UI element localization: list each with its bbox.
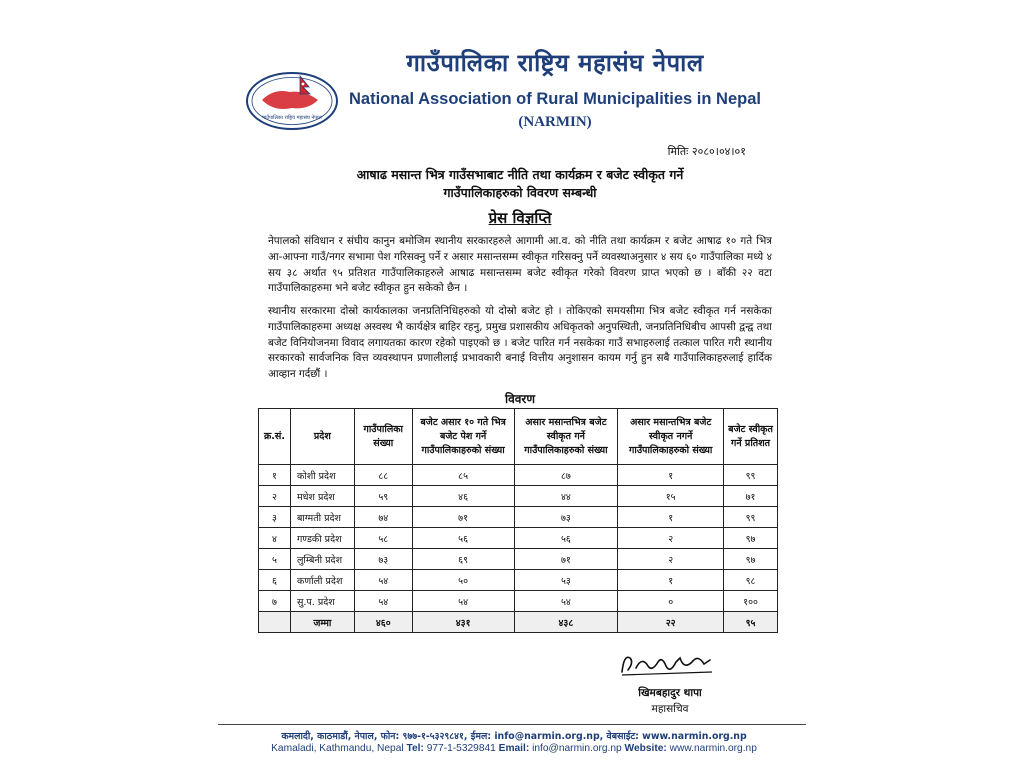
footer-english [220,743,808,754]
footer-tel-value: 977-1-5329841 [426,743,496,754]
budget-table [258,408,778,633]
cell-municipality-count: ५८ [354,528,412,549]
footer-website-link[interactable]: www.narmin.org.np [669,743,757,754]
cell-budget-not-approved: २ [618,549,724,570]
cell-municipality-count: ७३ [354,549,412,570]
cell-budget-approved: ५६ [514,528,618,549]
footer-divider [218,724,806,725]
cell-municipality-count: ५९ [354,486,412,507]
cell-budget-not-approved: १ [618,507,724,528]
cell-budget-submitted: ५० [412,570,514,591]
organization-title-english: National Association of Rural Municipalities in Nepal [349,90,761,108]
footer-email-link[interactable]: info@narmin.org.np [532,743,622,754]
cell-serial: ६ [259,570,291,591]
subject-heading [270,166,770,202]
cell-total-label: जम्मा [290,612,354,633]
footer-nepali: कमलादी, काठमाडौं, नेपाल, फोन: ९७७-१-५३२९८४१, ईमल: info@narmin.org.np, वेबसाईट: www.narmin.org.np [281,731,747,742]
cell-total-approval-percent: ९५ [724,612,778,633]
cell-municipality-count: ५४ [354,570,412,591]
cell-budget-approved: ७३ [514,507,618,528]
cell-province: कर्णाली प्रदेश [290,570,354,591]
cell-budget-not-approved: १ [618,465,724,486]
table-row [259,507,778,528]
table-row [259,465,778,486]
header-province: प्रदेश [290,409,354,465]
cell-total-municipality-count: ४६० [354,612,412,633]
cell-budget-submitted: ८५ [412,465,514,486]
cell-serial: ७ [259,591,291,612]
cell-budget-approved: ७१ [514,549,618,570]
cell-budget-approved: ८७ [514,465,618,486]
press-release-title: प्रेस विज्ञप्ति [488,209,552,227]
cell-municipality-count: ७४ [354,507,412,528]
table-row [259,591,778,612]
cell-serial: ३ [259,507,291,528]
cell-serial: ४ [259,528,291,549]
header-budget-submitted: बजेट असार १० गते भित्र बजेट पेश गर्ने गाउँपालिकाहरुको संख्या [412,409,514,465]
table-caption: विवरण [504,392,536,406]
paragraph-2: स्थानीय सरकारमा दोस्रो कार्यकालका जनप्रतिनिधिहरुको यो दोस्रो बजेट हो । तोकिएको समयसीमा भित्र बजेट स्वीकृत गर्न नसकेका गाउँपालिकाहरुमा अध्यक्ष अस्वस्थ भै कार्यक्षेत्र बाहिर रहनु, प्रमुख प्रशासकीय अधिकृतको अनुपस्थिती, जनप्रतिनिधिबीच आपसी द्वन्द्व तथा बजेट विनियोजनमा विवाद लगायतका कारण रहेको पाइएको छ । बजेट पारित गर्न नसकेका गाउँ सभाहरुलाई तत्काल पारित गरी स्थानीय सरकारको सार्वजनिक वित्त व्यवस्थापन प्रणालीलाई प्रभावकारी बनाई वित्तीय अनुशासन कायम गर्नु हुन सबै गाउँपालिकाहरुलाई हार्दिक आव्हान गर्दछौं । [268,305,772,381]
subject-line-1: आषाढ मसान्त भित्र गाउँसभाबाट नीति तथा कार्यक्रम र बजेट स्वीकृत गर्ने [356,167,684,182]
table-row [259,528,778,549]
cell-budget-submitted: ७१ [412,507,514,528]
logo-text: गाउँपालिका राष्ट्रिय महासंघ नेपाल [262,115,322,121]
cell-approval-percent: ९९ [724,465,778,486]
cell-total-budget-approved: ४३८ [514,612,618,633]
narmin-logo [244,70,340,132]
cell-approval-percent: ९९ [724,507,778,528]
cell-province: सु.प. प्रदेश [290,591,354,612]
table-total-row [259,612,778,633]
cell-province: गण्डकी प्रदेश [290,528,354,549]
cell-budget-submitted: ४६ [412,486,514,507]
cell-budget-not-approved: २ [618,528,724,549]
document-date: मितिः २०८०।०४।०१ [667,145,746,158]
table-row [259,486,778,507]
cell-municipality-count: ५४ [354,591,412,612]
cell-approval-percent: ९८ [724,570,778,591]
subject-line-2: गाउँपालिकाहरुको विवरण सम्बन्धी [443,185,597,200]
cell-municipality-count: ८८ [354,465,412,486]
organization-abbreviation: (NARMIN) [518,114,592,130]
cell-province: मधेश प्रदेश [290,486,354,507]
signer-title: महासचिव [651,703,689,715]
footer-email-label: Email: [498,743,530,754]
cell-approval-percent: ७१ [724,486,778,507]
cell-approval-percent: १०० [724,591,778,612]
cell-province: कोशी प्रदेश [290,465,354,486]
cell-serial: १ [259,465,291,486]
cell-budget-approved: ४४ [514,486,618,507]
cell-total-budget-submitted: ४३१ [412,612,514,633]
cell-total-budget-not-approved: २२ [618,612,724,633]
organization-title-nepali: गाउँपालिका राष्ट्रिय महासंघ नेपाल [406,49,704,77]
cell-budget-submitted: ६९ [412,549,514,570]
cell-serial: ५ [259,549,291,570]
signature [614,648,724,684]
paragraph-1: नेपालको संविधान र संघीय कानुन बमोजिम स्थानीय सरकारहरुले आगामी आ.व. को नीति तथा कार्यक्रम र बजेट आषाढ १० गते भित्र आ-आफ्ना गाउँ/नगर सभामा पेश गरिसक्नु पर्ने र असार मसान्तसम्म स्वीकृत गरिसक्नु पर्ने व्यवस्थाअनुसार ४ सय ६० गाउँपालिका मध्ये ४ सय ३८ अर्थात ९५ प्रतिशत गाउँपालिकाहरुले आषाढ मसान्तसम्म बजेट स्वीकृत गरेको विवरण प्राप्त भएको छ । बाँकी २२ वटा गाउँपालिकाहरुमा भने बजेट स्वीकृत हुन सकेको छैन । [268,235,772,295]
cell-budget-approved: ५४ [514,591,618,612]
cell-budget-not-approved: १५ [618,486,724,507]
header-municipality-count: गाउँपालिका संख्या [354,409,412,465]
cell-province: बाग्मती प्रदेश [290,507,354,528]
cell-serial [259,612,291,633]
table-header-row [259,409,778,465]
footer-website-label: Website: [624,743,667,754]
cell-approval-percent: ९७ [724,549,778,570]
cell-approval-percent: ९७ [724,528,778,549]
footer-address: Kamaladi, Kathmandu, Nepal [271,743,404,754]
footer-tel-label: Tel: [406,743,424,754]
cell-province: लुम्बिनी प्रदेश [290,549,354,570]
header-budget-not-approved: असार मसान्तभित्र बजेट स्वीकृत नगर्ने गाउँपालिकाहरुको संख्या [618,409,724,465]
header-serial: क्र.सं. [259,409,291,465]
cell-budget-not-approved: ० [618,591,724,612]
cell-budget-submitted: ५४ [412,591,514,612]
signer-name: खिमबहादुर थापा [638,687,702,699]
cell-budget-approved: ५३ [514,570,618,591]
header-budget-approved: असार मसान्तभित्र बजेट स्वीकृत गर्ने गाउँपालिकाहरुको संख्या [514,409,618,465]
cell-budget-submitted: ५६ [412,528,514,549]
cell-serial: २ [259,486,291,507]
cell-budget-not-approved: १ [618,570,724,591]
header-approval-percent: बजेट स्वीकृत गर्ने प्रतिशत [724,409,778,465]
table-row [259,570,778,591]
table-row [259,549,778,570]
